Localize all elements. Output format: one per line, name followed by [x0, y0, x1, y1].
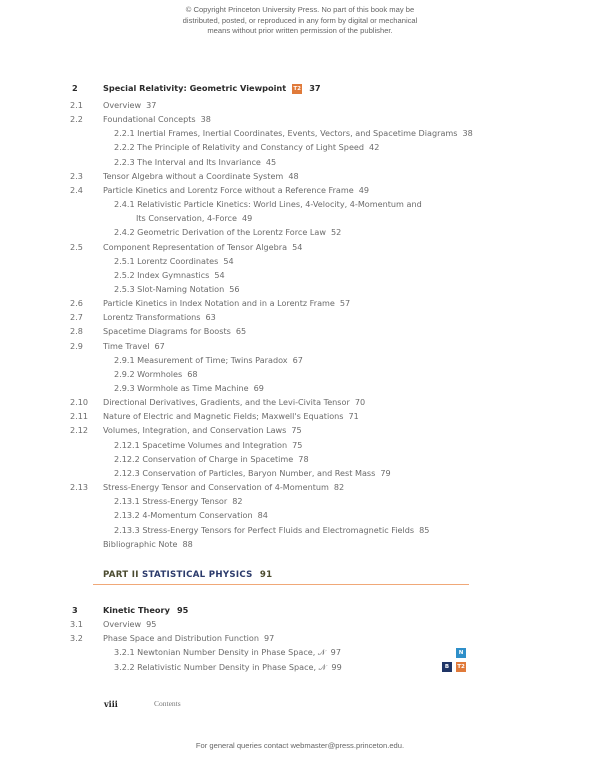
- section-page: 79: [380, 467, 391, 478]
- section-title: Directional Derivatives, Gradients, and the Levi-Civita Tensor: [103, 397, 350, 408]
- section-title: Foundational Concepts: [103, 114, 196, 125]
- section-title: 2.13.3 Stress-Energy Tensors for Perfect Fluids and Electromagnetic Fields: [114, 524, 415, 535]
- section-title: 2.12.1 Spacetime Volumes and Integration: [114, 439, 288, 450]
- section-page: 54: [223, 255, 234, 266]
- section-number: 3.2: [70, 633, 83, 644]
- section-title: 2.2.2 The Principle of Relativity and Constancy of Light Speed: [114, 142, 365, 153]
- section-page: 88: [182, 538, 193, 549]
- section-title: 2.12.2 Conservation of Charge in Spacetime: [114, 453, 294, 464]
- section-number: 3.1: [70, 619, 83, 629]
- section-title: 2.5.3 Slot-Naming Notation: [114, 283, 225, 294]
- section-title: Overview: [103, 619, 142, 629]
- section-page: 67: [292, 354, 303, 365]
- section-number: 2.6: [70, 298, 83, 309]
- section-page: 57: [339, 298, 351, 309]
- part-label: PART II: [103, 570, 139, 580]
- section-page: 67: [154, 340, 165, 351]
- chapter-title: Kinetic Theory: [103, 605, 170, 615]
- section-number: 2.11: [70, 411, 89, 422]
- section-page: 52: [330, 227, 342, 238]
- section-page: 82: [232, 496, 243, 507]
- section-page: 97: [264, 633, 275, 644]
- section-page: 54: [214, 269, 225, 280]
- track-two-badge-icon: T2: [293, 85, 301, 92]
- chapter-title: Special Relativity: Geometric Viewpoint: [103, 83, 287, 93]
- section-number: 2.10: [70, 397, 89, 408]
- section-title: 2.5.1 Lorentz Coordinates: [114, 255, 219, 266]
- section-title: Phase Space and Distribution Function: [103, 633, 259, 644]
- section-title: 2.4.2 Geometric Derivation of the Lorentz Force Law: [114, 227, 326, 238]
- section-page: 45: [265, 156, 277, 167]
- part-title: STATISTICAL PHYSICS: [142, 570, 253, 580]
- section-page: 97: [330, 647, 341, 658]
- section-page: 99: [331, 661, 342, 672]
- section-page: 69: [253, 383, 264, 393]
- section-title: 2.4.1 Relativistic Particle Kinetics: World Lines, 4-Velocity, 4-Momentum and: [114, 199, 422, 210]
- track-two-badge-icon: T2: [457, 664, 465, 670]
- part-page: 91: [259, 570, 273, 580]
- section-page: 49: [241, 213, 253, 224]
- copyright-line: © Copyright Princeton University Press. No part of this book may be: [185, 5, 415, 14]
- section-title: 2.9.1 Measurement of Time; Twins Paradox: [114, 354, 288, 365]
- section-number: 2.1: [70, 100, 83, 110]
- section-title: 2.9.3 Wormhole as Time Machine: [114, 383, 249, 393]
- copyright-notice: [0, 5, 600, 37]
- section-title: Lorentz Transformations: [103, 312, 201, 323]
- section-title: 2.13.2 4-Momentum Conservation: [114, 510, 253, 521]
- section-page: 75: [291, 425, 302, 436]
- section-title: 2.13.1 Stress-Energy Tensor: [114, 496, 228, 507]
- section-title: Its Conservation, 4-Force: [136, 213, 237, 224]
- section-page: 65: [235, 326, 247, 337]
- section-page: 82: [333, 482, 345, 493]
- page-number: viii: [104, 699, 118, 709]
- section-title: 2.2.3 The Interval and Its Invariance: [114, 156, 261, 167]
- section-page: 38: [462, 128, 473, 139]
- section-title: 2.2.1 Inertial Frames, Inertial Coordinates, Events, Vectors, and Spacetime Diagrams: [114, 128, 458, 139]
- section-number: 2.3: [70, 170, 83, 181]
- section-page: 49: [358, 184, 370, 195]
- section-number: 2.9: [70, 340, 83, 351]
- copyright-line: distributed, posted, or reproduced in any form by digital or mechanical: [182, 15, 418, 25]
- section-page: 48: [288, 170, 299, 181]
- chapter-page: 95: [176, 605, 189, 615]
- section-title: Particle Kinetics in Index Notation and in a Lorentz Frame: [103, 298, 335, 309]
- section-title: Particle Kinetics and Lorentz Force without a Reference Frame: [103, 184, 354, 195]
- section-page: 95: [146, 619, 157, 629]
- section-page: 78: [298, 453, 309, 464]
- section-number: 2.12: [70, 425, 89, 436]
- b-badge-icon: B: [442, 662, 452, 672]
- section-number: 2.8: [70, 326, 83, 337]
- section-page: 56: [229, 283, 240, 294]
- section-page: 54: [292, 241, 303, 252]
- newtonian-badge-icon: N: [456, 648, 466, 658]
- section-title: 3.2.2 Relativistic Number Density in Phase Space, 𝒩: [114, 661, 327, 672]
- section-number: 2.5: [70, 241, 83, 252]
- section-page: 70: [354, 397, 366, 408]
- section-title: Bibliographic Note: [103, 538, 178, 549]
- section-page: 68: [187, 368, 198, 379]
- section-title: Component Representation of Tensor Algebra: [103, 241, 288, 252]
- section-number: 2.13: [70, 482, 89, 493]
- section-page: 42: [369, 142, 380, 153]
- section-title: Tensor Algebra without a Coordinate System: [103, 170, 284, 181]
- section-number: 2.7: [70, 312, 83, 323]
- contact-notice: For general queries contact webmaster@press.princeton.edu.: [195, 741, 405, 750]
- section-title: Time Travel: [103, 340, 150, 351]
- chapter-number: 3: [72, 605, 78, 615]
- section-page: 38: [200, 114, 211, 125]
- section-title: Nature of Electric and Magnetic Fields; Maxwell's Equations: [103, 411, 344, 422]
- section-title: 2.5.2 Index Gymnastics: [114, 269, 210, 280]
- section-title: 3.2.1 Newtonian Number Density in Phase Space, 𝒩: [114, 647, 326, 658]
- part-heading[interactable]: [103, 570, 272, 580]
- section-title: Spacetime Diagrams for Boosts: [103, 326, 231, 337]
- section-page: 71: [348, 411, 359, 422]
- section-page: 75: [292, 439, 303, 450]
- section-title: Volumes, Integration, and Conservation Laws: [103, 425, 287, 436]
- section-page: 63: [205, 312, 216, 323]
- section-page: 85: [419, 524, 430, 535]
- section-number: 2.4: [70, 184, 83, 195]
- chapter-number: 2: [72, 83, 78, 93]
- part-divider: [93, 584, 469, 585]
- section-title: 2.12.3 Conservation of Particles, Baryon Number, and Rest Mass: [114, 467, 376, 478]
- section-title: Overview: [103, 100, 142, 110]
- chapter-page: 37: [309, 83, 321, 93]
- section-page: 37: [146, 100, 157, 110]
- copyright-line: means without prior written permission of the publisher.: [207, 26, 393, 35]
- section-page: 84: [257, 510, 268, 521]
- section-title: Stress-Energy Tensor and Conservation of 4-Momentum: [103, 482, 329, 493]
- section-number: 2.2: [70, 114, 83, 125]
- section-title: 2.9.2 Wormholes: [114, 368, 183, 379]
- running-head: Contents: [154, 699, 181, 708]
